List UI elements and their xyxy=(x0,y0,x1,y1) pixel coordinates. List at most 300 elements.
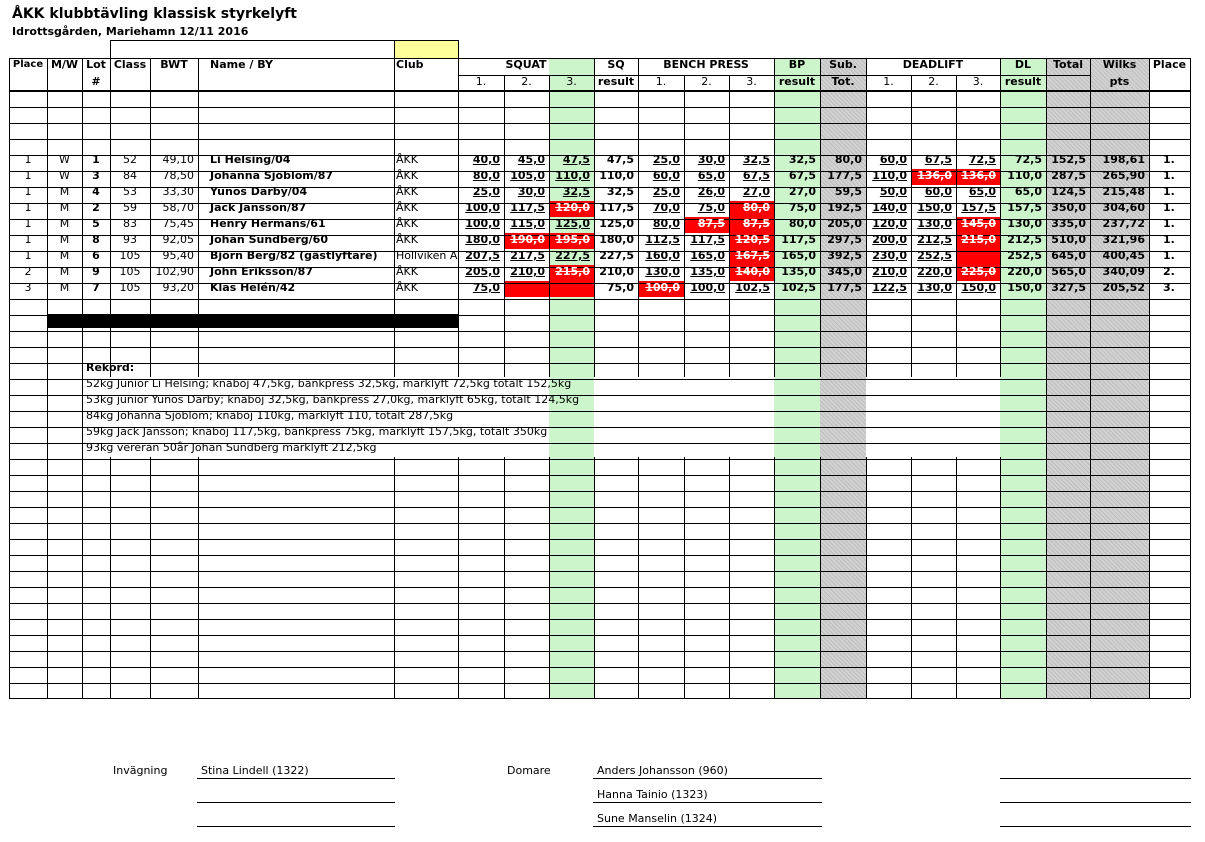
attempt-sq-3: 32,5 xyxy=(562,185,590,198)
row-class: 105 xyxy=(119,249,141,262)
row-bodyweight: 33,30 xyxy=(162,185,194,198)
attempt-sq-3: 110,0 xyxy=(555,169,590,182)
row-wilks: 198,61 xyxy=(1102,153,1145,166)
attempt-bp-3: 167,5 xyxy=(735,249,770,262)
attempt-bp-2: 65,0 xyxy=(697,169,725,182)
attempt-dl-1: 210,0 xyxy=(872,265,907,278)
grid-vline xyxy=(198,457,199,698)
row-deadlift-result: 212,5 xyxy=(1007,233,1042,246)
grid-hline xyxy=(9,107,1190,108)
grid-hline xyxy=(9,587,1190,588)
row-bench-result: 80,0 xyxy=(788,217,816,230)
judge-name: Anders Johansson (960) xyxy=(597,764,728,777)
row-name: Klas Helén/42 xyxy=(210,281,296,294)
record-line: 93kg vereran 50år Johan Sundberg marklyft 212,5kg xyxy=(86,441,377,454)
row-bench-result: 67,5 xyxy=(788,169,816,182)
attempt-sq-3: 47,5 xyxy=(562,153,590,166)
header-sq: SQ xyxy=(607,58,625,71)
row-bodyweight: 75,45 xyxy=(162,217,194,230)
attempt-dl-1: 122,5 xyxy=(872,281,907,294)
row-wilks: 215,48 xyxy=(1102,185,1145,198)
signature-line xyxy=(593,778,822,779)
row-club: ÅKK xyxy=(396,153,418,166)
header-bench-press: BENCH PRESS xyxy=(663,58,749,71)
row-subtotal: 205,0 xyxy=(827,217,862,230)
record-line: 84kg Johanna Sjöblom; knäböj 110kg, marklyft 110, totalt 287,5kg xyxy=(86,409,454,422)
sheet-title: ÅKK klubbtävling klassisk styrkelyft xyxy=(12,6,297,22)
attempt-dl-2: 67,5 xyxy=(924,153,952,166)
attempt-dl-3 xyxy=(956,249,1000,265)
row-class: 105 xyxy=(119,281,141,294)
row-club: ÅKK xyxy=(396,265,418,278)
grid-vline xyxy=(956,457,957,698)
row-gender: M xyxy=(59,233,70,246)
attempt-sq-1: 75,0 xyxy=(472,281,500,294)
row-squat-result: 227,5 xyxy=(599,249,634,262)
attempt-bp-2: 75,0 xyxy=(697,201,725,214)
header-lot: Lot xyxy=(86,58,106,71)
header-wilks-pts: pts xyxy=(1109,75,1130,88)
attempt-bp-1: 112,5 xyxy=(645,233,680,246)
row-gender: M xyxy=(59,249,70,262)
header-sub-tot: Tot. xyxy=(831,75,855,88)
grid-vline xyxy=(394,457,395,698)
row-wilks: 265,90 xyxy=(1102,169,1145,182)
attempt-dl-3: 225,0 xyxy=(961,265,996,278)
header-attempt-3: 3. xyxy=(746,75,757,88)
row-club: ÅKK xyxy=(396,233,418,246)
attempt-sq-2: 190,0 xyxy=(510,233,545,246)
attempt-bp-1: 70,0 xyxy=(652,201,680,214)
row-final-place: 3. xyxy=(1163,281,1175,294)
attempt-sq-2: 105,0 xyxy=(510,169,545,182)
attempt-sq-1: 207,5 xyxy=(465,249,500,262)
header-bwt: BWT xyxy=(160,58,188,71)
attempt-sq-2: 217,5 xyxy=(510,249,545,262)
row-lot: 8 xyxy=(92,233,100,246)
row-total: 510,0 xyxy=(1051,233,1086,246)
attempt-dl-2: 150,0 xyxy=(917,201,952,214)
row-deadlift-result: 110,0 xyxy=(1007,169,1042,182)
row-total: 327,5 xyxy=(1051,281,1086,294)
attempt-bp-2: 100,0 xyxy=(690,281,725,294)
row-deadlift-result: 65,0 xyxy=(1014,185,1042,198)
grid-vline xyxy=(684,457,685,698)
grid-vline xyxy=(729,457,730,698)
attempt-sq-3: 195,0 xyxy=(555,233,590,246)
header-attempt-2: 2. xyxy=(701,75,712,88)
header-attempt-3: 3. xyxy=(566,75,577,88)
attempt-dl-3: 157,5 xyxy=(961,201,996,214)
signature-line xyxy=(593,826,822,827)
grid-vline xyxy=(594,457,595,698)
row-wilks: 340,09 xyxy=(1102,265,1145,278)
row-gender: M xyxy=(59,265,70,278)
row-lot: 5 xyxy=(92,217,100,230)
row-final-place: 1. xyxy=(1163,153,1175,166)
row-name: Johan Sundberg/60 xyxy=(210,233,328,246)
row-bodyweight: 92,05 xyxy=(162,233,194,246)
attempt-sq-1: 40,0 xyxy=(472,153,500,166)
row-total: 645,0 xyxy=(1051,249,1086,262)
row-name: Johanna Sjöblom/87 xyxy=(210,169,334,182)
grid-hline xyxy=(9,651,1190,652)
row-class: 83 xyxy=(123,217,137,230)
attempt-bp-1: 25,0 xyxy=(652,153,680,166)
row-place: 2 xyxy=(24,265,32,278)
grid-hline xyxy=(9,698,1190,699)
row-bodyweight: 49,10 xyxy=(162,153,194,166)
attempt-bp-2: 135,0 xyxy=(690,265,725,278)
grid-vline xyxy=(1190,58,1191,698)
header-bp-result: result xyxy=(778,75,816,88)
record-line: 53kg junior Yunos Darby; knäböj 32,5kg, bänkpress 27,0kg, marklyft 65kg, totalt 124,5kg xyxy=(86,393,580,406)
row-lot: 7 xyxy=(92,281,100,294)
header-dl-result: result xyxy=(1004,75,1042,88)
row-name: Jack Jansson/87 xyxy=(210,201,307,214)
row-bench-result: 117,5 xyxy=(781,233,816,246)
row-final-place: 1. xyxy=(1163,217,1175,230)
sheet-subtitle: Idrottsgården, Mariehamn 12/11 2016 xyxy=(12,25,249,38)
row-bench-result: 27,0 xyxy=(788,185,816,198)
row-bodyweight: 102,90 xyxy=(155,265,194,278)
row-bench-result: 102,5 xyxy=(781,281,816,294)
header-name: Name / BY xyxy=(210,58,273,71)
attempt-dl-3: 150,0 xyxy=(961,281,996,294)
attempt-sq-2: 117,5 xyxy=(510,201,545,214)
attempt-bp-1: 60,0 xyxy=(652,169,680,182)
attempt-dl-2: 130,0 xyxy=(917,217,952,230)
attempt-sq-1: 25,0 xyxy=(472,185,500,198)
judge-name: Hanna Tainio (1323) xyxy=(597,788,708,801)
row-final-place: 1. xyxy=(1163,185,1175,198)
grid-hline xyxy=(9,555,1190,556)
row-name: John Eriksson/87 xyxy=(210,265,313,278)
attempt-dl-3: 145,0 xyxy=(961,217,996,230)
attempt-dl-2: 220,0 xyxy=(917,265,952,278)
grid-hline xyxy=(9,619,1190,620)
attempt-bp-3: 80,0 xyxy=(742,201,770,214)
attempt-dl-1: 60,0 xyxy=(879,153,907,166)
header-attempt-2: 2. xyxy=(928,75,939,88)
attempt-bp-2: 26,0 xyxy=(697,185,725,198)
grid-vline xyxy=(458,457,459,698)
attempt-bp-2: 30,0 xyxy=(697,153,725,166)
row-subtotal: 192,5 xyxy=(827,201,862,214)
attempt-bp-1: 100,0 xyxy=(645,281,680,294)
attempt-sq-2: 210,0 xyxy=(510,265,545,278)
header-place: Place xyxy=(12,59,44,70)
attempt-bp-1: 130,0 xyxy=(645,265,680,278)
attempt-dl-1: 140,0 xyxy=(872,201,907,214)
grid-hline xyxy=(9,347,1190,348)
row-club: ÅKK xyxy=(396,169,418,182)
row-final-place: 1. xyxy=(1163,169,1175,182)
grid-hline xyxy=(9,523,1190,524)
attempt-bp-3: 27,0 xyxy=(742,185,770,198)
attempt-sq-2: 115,0 xyxy=(510,217,545,230)
row-gender: W xyxy=(59,153,70,166)
grid-hline xyxy=(9,491,1190,492)
attempt-sq-1: 180,0 xyxy=(465,233,500,246)
top-box-line xyxy=(394,40,395,58)
row-name: Li Helsing/04 xyxy=(210,153,291,166)
attempt-sq-1: 205,0 xyxy=(465,265,500,278)
row-final-place: 1. xyxy=(1163,233,1175,246)
header-attempt-1: 1. xyxy=(883,75,894,88)
signature-line xyxy=(197,826,395,827)
row-subtotal: 345,0 xyxy=(827,265,862,278)
grid-hline xyxy=(9,507,1190,508)
row-name: Yunos Darby/04 xyxy=(210,185,308,198)
signature-line xyxy=(1000,778,1191,779)
header-attempt-1: 1. xyxy=(655,75,667,88)
attempt-bp-2: 87,5 xyxy=(697,217,725,230)
row-squat-result: 47,5 xyxy=(606,153,634,166)
attempt-dl-1: 230,0 xyxy=(872,249,907,262)
grid-hline xyxy=(9,571,1190,572)
row-total: 152,5 xyxy=(1051,153,1086,166)
weighin-label: Invägning xyxy=(113,764,168,777)
row-place: 1 xyxy=(24,217,32,230)
attempt-bp-2: 165,0 xyxy=(690,249,725,262)
row-deadlift-result: 157,5 xyxy=(1007,201,1042,214)
header-mw: M/W xyxy=(50,58,79,71)
row-squat-result: 75,0 xyxy=(606,281,634,294)
row-class: 53 xyxy=(123,185,137,198)
row-place: 3 xyxy=(24,281,32,294)
row-wilks: 321,96 xyxy=(1102,233,1145,246)
row-total: 287,5 xyxy=(1051,169,1086,182)
grid-hline xyxy=(9,459,1190,460)
attempt-dl-2: 212,5 xyxy=(917,233,952,246)
row-lot: 1 xyxy=(92,153,100,166)
row-place: 1 xyxy=(24,233,32,246)
row-deadlift-result: 130,0 xyxy=(1007,217,1042,230)
grid-vline xyxy=(638,457,639,698)
row-bench-result: 75,0 xyxy=(788,201,816,214)
attempt-dl-3: 215,0 xyxy=(961,233,996,246)
attempt-sq-3: 120,0 xyxy=(555,201,590,214)
attempt-dl-3: 65,0 xyxy=(968,185,996,198)
row-squat-result: 125,0 xyxy=(599,217,634,230)
row-total: 335,0 xyxy=(1051,217,1086,230)
attempt-bp-3: 120,5 xyxy=(735,233,770,246)
row-total: 565,0 xyxy=(1051,265,1086,278)
top-box-line xyxy=(110,40,111,58)
header-wilks: Wilks xyxy=(1102,58,1137,71)
row-place: 1 xyxy=(24,249,32,262)
header-attempt-1: 1. xyxy=(475,75,487,88)
row-bodyweight: 58,70 xyxy=(162,201,194,214)
grid-vline xyxy=(911,457,912,698)
row-wilks: 237,72 xyxy=(1102,217,1145,230)
row-subtotal: 80,0 xyxy=(834,153,862,166)
row-place: 1 xyxy=(24,201,32,214)
row-lot: 2 xyxy=(92,201,100,214)
row-final-place: 1. xyxy=(1163,249,1175,262)
row-class: 84 xyxy=(123,169,137,182)
row-total: 350,0 xyxy=(1051,201,1086,214)
weighin-official: Stina Lindell (1322) xyxy=(201,764,309,777)
header-sq-result: result xyxy=(597,75,635,88)
grid-hline xyxy=(9,667,1190,668)
attempt-dl-2: 130,0 xyxy=(917,281,952,294)
attempt-sq-1: 100,0 xyxy=(465,217,500,230)
row-name: Björn Berg/82 (gästlyftare) xyxy=(210,249,378,262)
row-subtotal: 392,5 xyxy=(827,249,862,262)
attempt-bp-3: 32,5 xyxy=(742,153,770,166)
judge-name: Sune Manselin (1324) xyxy=(597,812,718,825)
attempt-dl-1: 50,0 xyxy=(879,185,907,198)
attempt-sq-1: 100,0 xyxy=(465,201,500,214)
header-class: Class xyxy=(113,58,147,71)
row-lot: 4 xyxy=(92,185,100,198)
attempt-sq-2 xyxy=(504,281,549,297)
row-gender: M xyxy=(59,185,70,198)
records-label: Rekord: xyxy=(86,361,135,374)
grid-vline xyxy=(504,457,505,698)
row-class: 59 xyxy=(123,201,137,214)
row-lot: 3 xyxy=(92,169,100,182)
row-lot: 6 xyxy=(92,249,100,262)
row-deadlift-result: 252,5 xyxy=(1007,249,1042,262)
attempt-sq-3: 125,0 xyxy=(555,217,590,230)
row-club: ÅKK xyxy=(396,281,418,294)
row-gender: M xyxy=(59,281,70,294)
grid-vline xyxy=(110,457,111,698)
row-class: 105 xyxy=(119,265,141,278)
top-box-line xyxy=(458,40,459,58)
header-deadlift: DEADLIFT xyxy=(902,58,964,71)
grid-vline xyxy=(820,457,821,698)
row-final-place: 1. xyxy=(1163,201,1175,214)
attempt-bp-3: 140,0 xyxy=(735,265,770,278)
header-attempt-2: 2. xyxy=(521,75,532,88)
row-final-place: 2. xyxy=(1163,265,1175,278)
signature-line xyxy=(1000,826,1191,827)
grid-hline xyxy=(9,123,1190,124)
row-subtotal: 177,5 xyxy=(827,281,862,294)
attempt-bp-1: 25,0 xyxy=(652,185,680,198)
row-bench-result: 165,0 xyxy=(781,249,816,262)
row-club: Höllviken A xyxy=(396,249,458,262)
attempt-bp-3: 87,5 xyxy=(742,217,770,230)
attempt-dl-3: 72,5 xyxy=(968,153,996,166)
row-bodyweight: 93,20 xyxy=(162,281,194,294)
grid-hline xyxy=(9,331,1190,332)
record-line: 52kg Junior Li Helsing; knäböj 47,5kg, bänkpress 32,5kg, marklyft 72,5kg totalt 152,5kg xyxy=(86,377,572,390)
grid-hline xyxy=(9,475,1190,476)
row-squat-result: 32,5 xyxy=(606,185,634,198)
row-place: 1 xyxy=(24,153,32,166)
attempt-bp-3: 67,5 xyxy=(742,169,770,182)
attempt-sq-1: 80,0 xyxy=(472,169,500,182)
signature-line xyxy=(197,778,395,779)
grid-hline xyxy=(9,539,1190,540)
row-bench-result: 135,0 xyxy=(781,265,816,278)
header-attempt-3: 3. xyxy=(972,75,984,88)
signature-line xyxy=(197,802,395,803)
row-club: ÅKK xyxy=(396,217,418,230)
judges-label: Domare xyxy=(507,764,551,777)
grid-hline xyxy=(9,683,1190,684)
grid-hline xyxy=(9,91,1190,92)
header-bp: BP xyxy=(788,58,806,71)
attempt-bp-2: 117,5 xyxy=(690,233,725,246)
row-place: 1 xyxy=(24,169,32,182)
row-squat-result: 180,0 xyxy=(599,233,634,246)
attempt-dl-2: 252,5 xyxy=(917,249,952,262)
row-deadlift-result: 220,0 xyxy=(1007,265,1042,278)
attempt-dl-2: 136,0 xyxy=(917,169,952,182)
row-total: 124,5 xyxy=(1051,185,1086,198)
row-gender: W xyxy=(59,169,70,182)
row-club: ÅKK xyxy=(396,185,418,198)
header-dl: DL xyxy=(1014,58,1032,71)
attempt-sq-3: 215,0 xyxy=(555,265,590,278)
grid-vline xyxy=(774,457,775,698)
header-squat: SQUAT xyxy=(505,58,547,71)
row-subtotal: 59,5 xyxy=(834,185,862,198)
grid-vline xyxy=(1000,457,1001,698)
row-wilks: 400,45 xyxy=(1102,249,1145,262)
grid-hline xyxy=(9,635,1190,636)
grid-vline xyxy=(150,457,151,698)
row-gender: M xyxy=(59,201,70,214)
row-subtotal: 177,5 xyxy=(827,169,862,182)
row-wilks: 304,60 xyxy=(1102,201,1145,214)
attempt-dl-1: 110,0 xyxy=(872,169,907,182)
grid-vline xyxy=(549,457,550,698)
attempt-sq-3: 227,5 xyxy=(555,249,590,262)
attempt-sq-3 xyxy=(549,281,594,297)
record-line: 59kg Jack Jansson; knäböj 117,5kg, bänkpress 75kg, marklyft 157,5kg, totalt 350kg xyxy=(86,425,548,438)
club-highlight-box xyxy=(394,40,458,58)
grid-vline xyxy=(866,457,867,698)
grid-hline xyxy=(9,139,1190,140)
row-class: 93 xyxy=(123,233,137,246)
header-club: Club xyxy=(396,58,424,71)
row-deadlift-result: 150,0 xyxy=(1007,281,1042,294)
grid-hline xyxy=(9,603,1190,604)
row-subtotal: 297,5 xyxy=(827,233,862,246)
attempt-sq-2: 30,0 xyxy=(517,185,545,198)
row-bench-result: 32,5 xyxy=(788,153,816,166)
grid-hline xyxy=(9,315,1190,316)
signature-line xyxy=(1000,802,1191,803)
header-lot-2: # xyxy=(91,75,101,88)
header-place-2: Place xyxy=(1152,58,1187,71)
signature-line xyxy=(593,802,822,803)
row-club: ÅKK xyxy=(396,201,418,214)
row-bodyweight: 78,50 xyxy=(162,169,194,182)
row-squat-result: 210,0 xyxy=(599,265,634,278)
attempt-sq-2: 45,0 xyxy=(517,153,545,166)
row-lot: 9 xyxy=(92,265,100,278)
header-sub: Sub. xyxy=(829,58,857,71)
attempt-bp-1: 80,0 xyxy=(652,217,680,230)
grid-hline xyxy=(9,299,1190,300)
row-place: 1 xyxy=(24,185,32,198)
attempt-dl-1: 120,0 xyxy=(872,217,907,230)
top-box-line xyxy=(110,40,458,41)
row-name: Henry Hermans/61 xyxy=(210,217,326,230)
attempt-bp-3: 102,5 xyxy=(735,281,770,294)
attempt-dl-3: 136,0 xyxy=(961,169,996,182)
attempt-bp-1: 160,0 xyxy=(645,249,680,262)
attempt-dl-1: 200,0 xyxy=(872,233,907,246)
